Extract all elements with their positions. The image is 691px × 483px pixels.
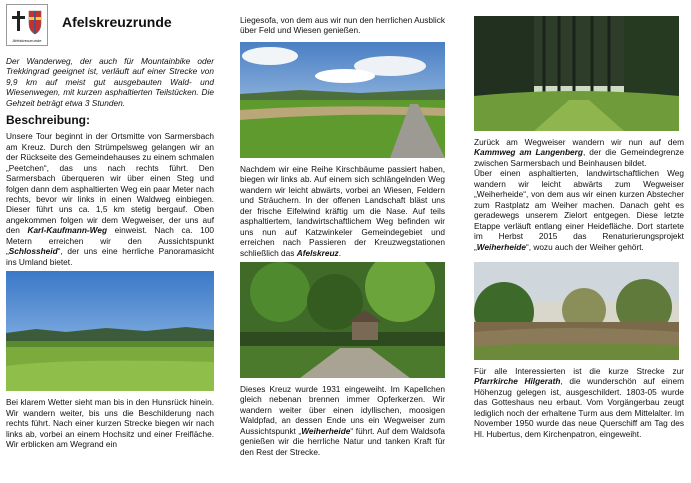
photo-spruce-forest xyxy=(474,16,684,131)
cross-name: Afelskreuz xyxy=(296,247,339,258)
column-2 xyxy=(240,0,445,457)
church-name: Pfarrkirche Hilgerath xyxy=(474,376,561,387)
description-paragraph-7: Für alle Interessierten ist die kurze Strecke zur Pfarrkirche Hilgerath, die wunderschön auf einem Höhenzug gelegen ist, ausgeschildert. 1803-05 wurde das Gotteshaus neu erbaut. Vom Vorgängerbau zeugt lediglich noch der erhaltene Turm aus dem Mittelalter. Im November 1950 wurde das neue Querschiff am Tag des Hl. Hubertus, dem Kirchenpatron, eingeweiht. xyxy=(474,365,684,439)
description-paragraph-1: Unsere Tour beginnt in der Ortsmitte von Sarmersbach am Kreuz. Durch den Strümpelsweg gelangen wir an der Rückseite des Gemeindehauses zu einem schmalen „Peetchen“, das uns nach rechts führt. Den Sarmersbach überqueren wir über einen Steg und folgen dann dem asphaltierten Weg ein paar Meter nach rechts, bevor wir links in einen Waldweg einbiegen. Dieser führt uns ca. 1,5 km stetig bergauf. Oben angekommen folgen wir dem Wegweiser, der uns auf den Karl-Kaufmann-Weg einweist. Nach ca. 100 Metern erreichen wir den Aussichtspunkt „Schlossheid“, der uns eine herrliche Panoramasicht ins Umland bietet. xyxy=(6,131,215,267)
description-paragraph-6: Zurück am Wegweiser wandern wir nun auf dem Kammweg am Langenberg, der die Gemeindegrenze zwischen Sarmersbach und Beinhausen bildet. Über einen asphaltierten, landwirtschaftlichen Weg wandern wir leicht abwärts zum Wegweiser „Weiherheide“, von dem aus wir einen kurzen Abstecher zum Rastplatz am Weiher machen. Danach geht es geradewegs unserem Zielort entgegen. Diese letzte Etappe verläuft entlang einer Heidefläche. Dort startete im Herbst 2015 das Renaturierungsprojekt „Weiherheide“, wozu auch der Weiher gehört. xyxy=(474,137,684,252)
project-name: Weiherheide xyxy=(476,241,526,252)
description-paragraph-4: Nachdem wir eine Reihe Kirschbäume passiert haben, biegen wir links ab. Auf einem sich schlängelnden Weg wandern wir leicht abwärts, vorbei an Wiesen, Feldern und Sträuchern. In der offenen Landschaft bläst uns der frische Eifelwind kräftig um die Nase. Auf teils asphaltiertem, landwirtschaftlichem Weg befinden wir uns nun auf Katzwinkeler Gemeindegebiet und erreichen nach Passieren der Kreuzwegstationen schließlich das Afelskreuz. xyxy=(240,163,445,258)
photo-heathland xyxy=(474,262,684,360)
column-1 xyxy=(6,0,214,449)
description-paragraph-5: Dieses Kreuz wurde 1931 eingeweiht. Im Kapellchen gleich nebenan brennen immer Opferkerzen. Wir wandern weiter über einen idyllischen, moosigen Waldpfad, an dessen Ende uns ein Wegweiser zum Aussichtspunkt „Weiherheide“ führt. Auf dem Waldsofa genießen wir die herrliche Natur und tanken Kraft für den Rest der Strecke. xyxy=(240,383,445,457)
header xyxy=(6,0,214,48)
photo-panorama-view xyxy=(6,271,214,391)
coat-of-arms-icon xyxy=(7,5,47,39)
viewpoint-name: Schlossheid xyxy=(8,246,58,257)
intro-text: Der Wanderweg, der auch für Mountainbike oder Trekkingrad geeignet ist, verläuft auf einer Strecke von 9,9 km auf meist gut ausgebauten Wald- und Wiesenwegen, mit kurzen asphaltierten Teilstücken. Die Gehzeit beträgt etwa 3 Stunden. xyxy=(6,56,214,108)
description-paragraph-2: Bei klarem Wetter sieht man bis in den Hunsrück hinein. Wir wandern weiter, bis uns die Beschilderung nach rechts führt. Nach einer kurzen Strecke biegen wir nach links ab, vorbei an einem Hochsitz und einer Freifläche. Wir erblicken am Wegrand ein xyxy=(6,397,214,449)
photo-forest-chapel xyxy=(240,262,445,378)
page-title: Afelskreuzrunde xyxy=(62,14,172,30)
trail-name: Karl-Kaufmann-Weg xyxy=(27,225,108,236)
description-paragraph-3: Liegesofa, von dem aus wir nun den herrlichen Ausblick über Feld und Wiesen genießen. xyxy=(240,15,445,36)
photo-field-path xyxy=(240,42,445,158)
section-heading: Beschreibung: xyxy=(6,113,91,128)
viewpoint-name-2: Weiherheide xyxy=(301,425,351,436)
logo-caption: Afelskreuzrunde xyxy=(12,38,42,43)
ridge-trail-name: Kammweg am Langenberg xyxy=(474,147,583,158)
logo xyxy=(6,4,48,46)
column-3 xyxy=(474,0,684,439)
